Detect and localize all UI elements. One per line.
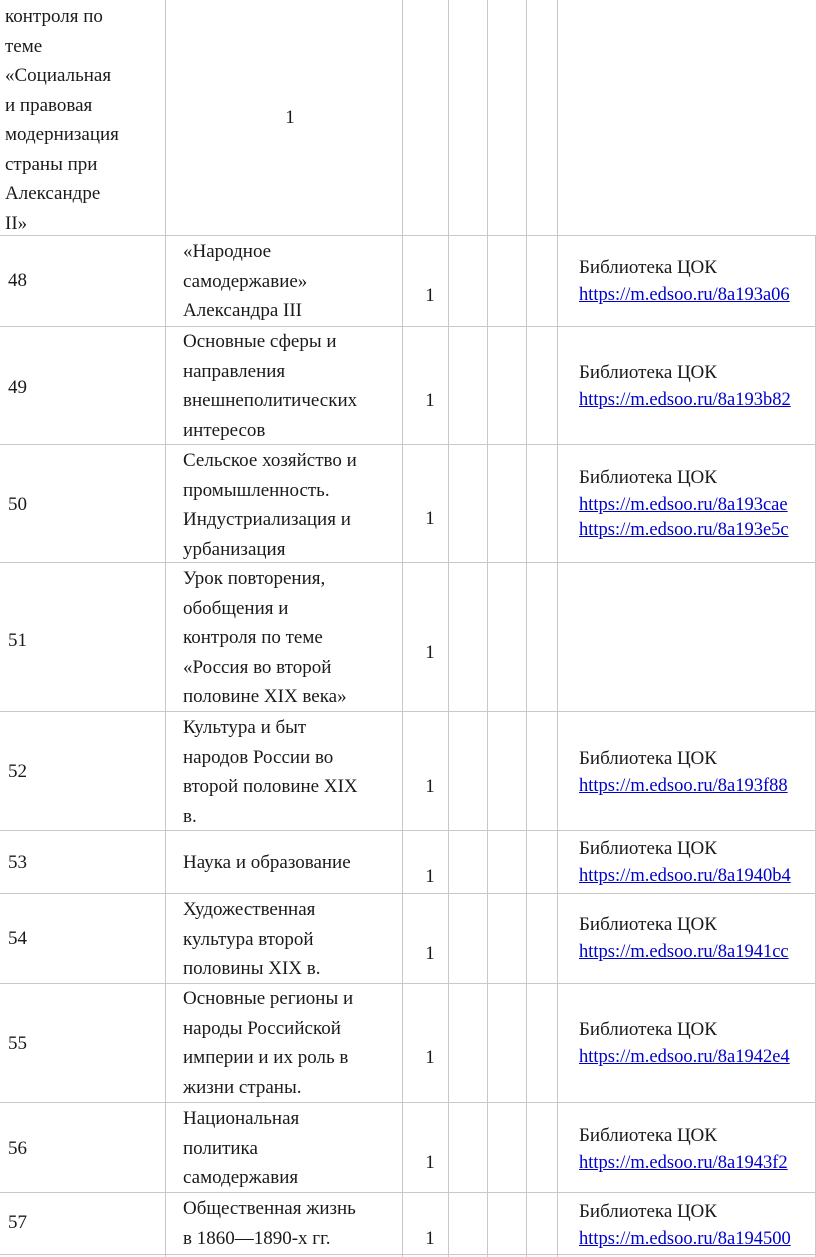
topic-line: жизни страны. — [183, 1076, 302, 1098]
hours-cell: 1 — [425, 508, 435, 529]
resource-cell — [579, 463, 815, 543]
topic-line: Художественная — [183, 899, 316, 920]
topic-line: половины XIX в. — [183, 958, 321, 979]
topic-line: Урок повторения, — [183, 568, 326, 589]
hours-cell: 1 — [425, 776, 435, 797]
topic-line: империи и их роль в — [183, 1047, 349, 1068]
row-divider — [0, 326, 816, 327]
lesson-topic — [183, 1104, 398, 1193]
topic-line: Индустриализация и — [183, 509, 351, 530]
topic-line: «Народное — [183, 241, 272, 262]
lesson-topic — [183, 1194, 398, 1253]
topic-line: внешнеполитических — [183, 390, 358, 411]
col-divider — [526, 0, 527, 1257]
resource-link[interactable]: https://m.edsoo.ru/8a1941cc — [579, 941, 789, 962]
lesson-number: 54 — [8, 928, 27, 949]
topic-line: модернизация — [5, 124, 119, 145]
topic-line: Общественная жизнь — [183, 1198, 356, 1219]
resource-cell — [579, 1121, 815, 1176]
topic-line: контроля по теме — [183, 627, 323, 648]
topic-line: теме — [5, 35, 43, 57]
resource-cell — [579, 1197, 815, 1252]
resource-link[interactable]: https://m.edsoo.ru/8a1943f2 — [579, 1152, 788, 1173]
library-label: Библиотека ЦОК — [579, 467, 717, 488]
lesson-topic — [183, 327, 398, 445]
lesson-topic — [183, 713, 398, 831]
lesson-number: 53 — [8, 852, 27, 873]
library-label: Библиотека ЦОК — [579, 1201, 717, 1222]
resource-cell — [579, 1015, 815, 1070]
row-divider — [0, 893, 816, 894]
topic-line: Сельское хозяйство и — [183, 450, 357, 471]
lesson-topic — [183, 895, 398, 984]
row-divider — [0, 562, 816, 563]
lesson-topic — [183, 848, 398, 878]
library-label: Библиотека ЦОК — [579, 838, 717, 859]
resource-link[interactable]: https://m.edsoo.ru/8a193f88 — [579, 775, 788, 796]
topic-line: Национальная — [183, 1108, 300, 1129]
topic-line: II» — [5, 212, 28, 234]
resource-cell — [579, 744, 815, 799]
row-divider — [0, 444, 816, 445]
col-divider — [402, 0, 403, 1257]
topic-line: половине XIX века» — [183, 686, 347, 707]
resource-link[interactable]: https://m.edsoo.ru/8a193b82 — [579, 389, 791, 410]
resource-cell — [579, 910, 815, 965]
hours-cell: 1 — [285, 107, 295, 128]
topic-line: урбанизация — [183, 538, 286, 560]
row-divider — [0, 711, 816, 712]
lesson-number: 48 — [8, 270, 27, 291]
resource-link[interactable]: https://m.edsoo.ru/8a1942e4 — [579, 1046, 790, 1067]
topic-line: народы Российской — [183, 1017, 341, 1039]
lesson-number: 55 — [8, 1033, 27, 1054]
topic-fragment — [5, 2, 163, 238]
library-label: Библиотека ЦОК — [579, 914, 717, 935]
row-divider — [0, 830, 816, 831]
topic-line: народов России во — [183, 746, 334, 768]
row-divider — [0, 1192, 816, 1193]
hours-cell: 1 — [425, 1152, 435, 1173]
topic-line: культура второй — [183, 928, 314, 950]
hours-cell: 1 — [425, 390, 435, 411]
resource-link[interactable]: https://m.edsoo.ru/8a193cae — [579, 494, 788, 515]
library-label: Библиотека ЦОК — [579, 257, 717, 278]
col-divider — [165, 0, 166, 1257]
topic-line: «Социальная — [5, 65, 112, 86]
lesson-number: 52 — [8, 761, 27, 782]
lesson-number: 50 — [8, 494, 27, 515]
topic-line: страны при — [5, 153, 98, 175]
hours-cell: 1 — [425, 285, 435, 306]
topic-line: политика — [183, 1137, 258, 1159]
library-label: Библиотека ЦОК — [579, 748, 717, 769]
library-label: Библиотека ЦОК — [579, 1019, 717, 1040]
lesson-topic — [183, 564, 398, 712]
col-divider — [557, 0, 558, 1257]
topic-line: в. — [183, 805, 197, 827]
topic-line: Наука и образование — [183, 852, 351, 873]
resource-cell — [579, 834, 815, 889]
lesson-topic — [183, 984, 398, 1102]
resource-cell — [579, 253, 815, 308]
library-label: Библиотека ЦОК — [579, 1125, 717, 1146]
topic-line: Александре — [5, 183, 101, 204]
topic-line: «Россия во второй — [183, 656, 332, 678]
topic-line: в 1860—1890-х гг. — [183, 1227, 331, 1249]
lesson-number: 57 — [8, 1212, 27, 1233]
lesson-topic — [183, 237, 398, 326]
lesson-number: 49 — [8, 377, 27, 398]
row-divider — [0, 1102, 816, 1103]
lesson-topic — [183, 446, 398, 564]
topic-line: обобщения и — [183, 597, 289, 619]
hours-cell: 1 — [425, 943, 435, 964]
topic-line: Александра III — [183, 300, 302, 321]
hours-cell: 1 — [425, 642, 435, 663]
hours-cell: 1 — [425, 866, 435, 887]
topic-line: самодержавия — [183, 1167, 299, 1188]
topic-line: Основные сферы и — [183, 331, 337, 352]
lesson-number: 56 — [8, 1138, 27, 1159]
hours-cell: 1 — [425, 1047, 435, 1068]
topic-line: и правовая — [5, 94, 93, 116]
topic-line: промышленность. — [183, 479, 330, 501]
resource-cell — [579, 358, 815, 413]
hours-cell: 1 — [425, 1228, 435, 1249]
topic-line: самодержавие» — [183, 270, 308, 292]
row-divider — [0, 983, 816, 984]
topic-line: второй половине XIX — [183, 776, 358, 797]
resource-link[interactable]: https://m.edsoo.ru/8a193e5c — [579, 519, 789, 540]
resource-link[interactable]: https://m.edsoo.ru/8a194500 — [579, 1228, 791, 1249]
topic-line: Основные регионы и — [183, 988, 354, 1009]
library-label: Библиотека ЦОК — [579, 362, 717, 383]
col-divider — [487, 0, 488, 1257]
resource-link[interactable]: https://m.edsoo.ru/8a193a06 — [579, 284, 790, 305]
topic-line: контроля по — [5, 6, 103, 27]
resource-link[interactable]: https://m.edsoo.ru/8a1940b4 — [579, 865, 791, 886]
topic-line: интересов — [183, 419, 266, 441]
topic-line: направления — [183, 360, 286, 382]
topic-line: Культура и быт — [183, 717, 307, 738]
lesson-number: 51 — [8, 630, 27, 651]
row-divider — [0, 1254, 816, 1255]
